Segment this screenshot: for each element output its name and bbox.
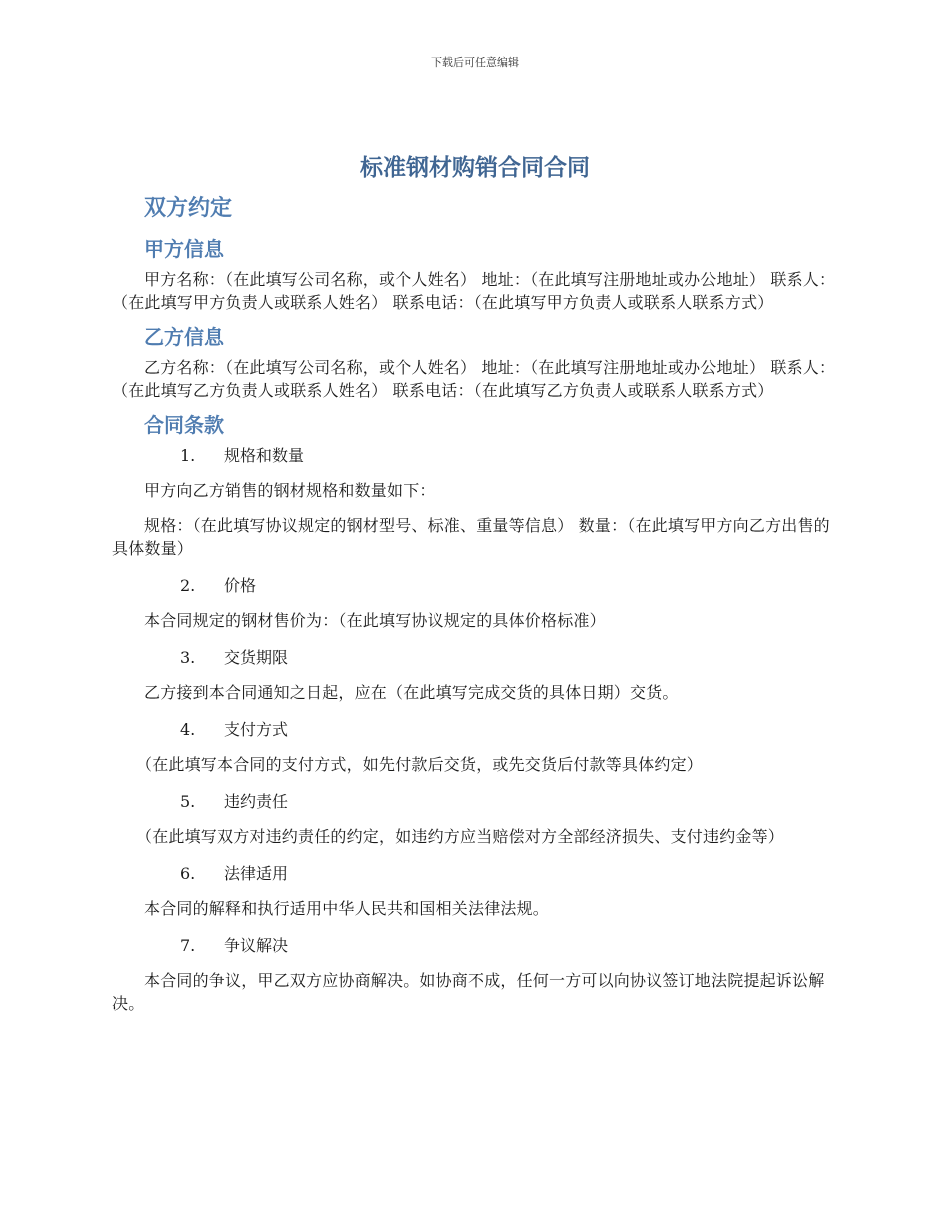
term-paragraph: （在此填写双方对违约责任的约定，如违约方应当赔偿对方全部经济损失、支付违约金等） (136, 827, 785, 846)
term-number: 3. (180, 648, 196, 667)
party-a-heading: 甲方信息 (144, 237, 224, 261)
term-item-1 (112, 444, 838, 467)
term-label: 违约责任 (224, 792, 289, 811)
term-paragraph: 乙方接到本合同通知之日起，应在（在此填写完成交货的具体日期）交货。 (144, 683, 679, 702)
terms-heading: 合同条款 (144, 413, 224, 437)
term-number: 2. (180, 576, 196, 595)
document-body (112, 192, 838, 1015)
term-number: 4. (180, 720, 196, 739)
term-label: 价格 (224, 576, 257, 595)
section-heading-agreement: 双方约定 (144, 196, 233, 221)
term-label: 争议解决 (224, 936, 289, 955)
term-item-7 (112, 934, 838, 957)
term-item-2 (112, 574, 838, 597)
term-number: 5. (180, 792, 196, 811)
term-number: 6. (180, 864, 196, 883)
party-a-text: 甲方名称：（在此填写公司名称，或个人姓名） 地址：（在此填写注册地址或办公地址） 联系人：（在此填写甲方负责人或联系人姓名） 联系电话：（在此填写甲方负责人或联系人联系方式） (112, 270, 836, 312)
term-item-6 (112, 862, 838, 885)
term-number: 7. (180, 936, 196, 955)
term-paragraph: 甲方向乙方销售的钢材规格和数量如下： (144, 481, 436, 500)
term-paragraph: 规格：（在此填写协议规定的钢材型号、标准、重量等信息） 数量：（在此填写甲方向乙方出售的具体数量） (112, 516, 830, 558)
term-paragraph: 本合同规定的钢材售价为：（在此填写协议规定的具体价格标准） (144, 611, 606, 630)
term-paragraph: 本合同的争议，甲乙双方应协商解决。如协商不成，任何一方可以向协议签订地法院提起诉讼解决。 (112, 971, 825, 1013)
term-label: 规格和数量 (224, 446, 305, 465)
document-title: 标准钢材购销合同合同 (360, 155, 590, 181)
term-item-3 (112, 646, 838, 669)
term-paragraph: 本合同的解释和执行适用中华人民共和国相关法律法规。 (144, 899, 550, 918)
term-paragraph: （在此填写本合同的支付方式，如先付款后交货，或先交货后付款等具体约定） (136, 755, 704, 774)
term-label: 交货期限 (224, 648, 289, 667)
header-note: 下载后可任意编辑 (431, 56, 519, 69)
party-b-text: 乙方名称：（在此填写公司名称，或个人姓名） 地址：（在此填写注册地址或办公地址） 联系人：（在此填写乙方负责人或联系人姓名） 联系电话：（在此填写乙方负责人或联系人联系方式） (112, 358, 836, 400)
term-label: 支付方式 (224, 720, 289, 739)
term-number: 1. (180, 446, 196, 465)
term-item-5 (112, 790, 838, 813)
term-item-4 (112, 718, 838, 741)
term-label: 法律适用 (224, 864, 289, 883)
party-b-heading: 乙方信息 (144, 325, 224, 349)
